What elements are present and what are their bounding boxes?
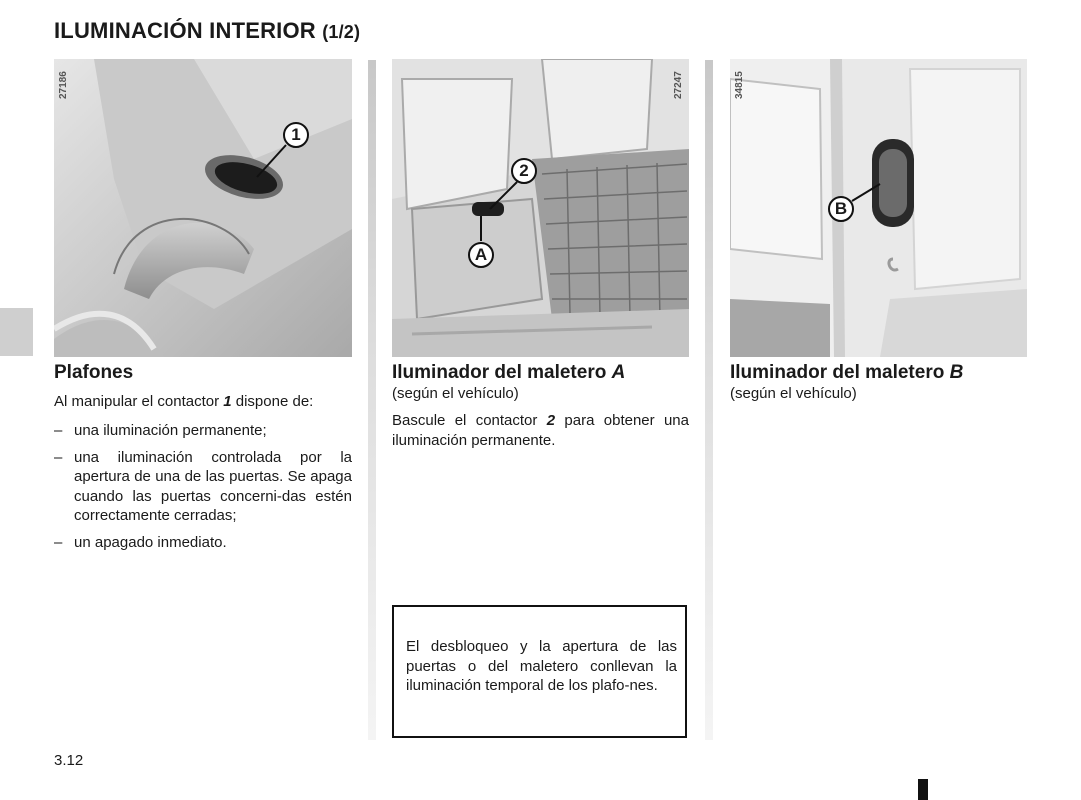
intro-text: Al manipular el contactor [54,393,224,410]
heading-text: Plafones [54,362,134,383]
heading-trunk-light-b [730,362,963,384]
page-title [54,18,360,44]
figure-side-light [730,59,1027,357]
vehicle-note: (según el vehículo) [392,385,519,402]
figure-ref-number: 34815 [734,71,745,99]
callout-b: B [828,196,854,222]
info-box [392,605,687,738]
heading-plafones [54,362,133,384]
print-mark [918,779,928,800]
heading-text: Iluminador del maletero [730,362,945,383]
heading-letter: A [611,362,626,383]
heading-letter: B [949,362,964,383]
figure-ref-number: 27186 [58,71,69,99]
figure-ceiling-light [54,59,352,357]
vehicle-note: (según el vehículo) [730,385,857,402]
column-divider-left [368,60,376,740]
plafones-intro [54,392,352,412]
plafones-list [54,421,352,559]
trunk-light-a-body: Bascule el contactor 2 para obtener una iluminación permanente. [392,412,689,449]
figure-ref-number: 27247 [673,71,684,99]
list-item: – una iluminación controlada por la apertura de una de las puertas. Se apaga cuando las puertas concerni-das estén correctamente cerradas; [54,448,352,524]
list-item: – una iluminación permanente; [54,422,267,439]
figure-trunk-light [392,59,689,357]
intro-text-end: dispone de: [231,393,314,410]
page-number: 3.12 [54,752,84,769]
callout-1: 1 [283,122,309,148]
callout-2: 2 [511,158,537,184]
info-box-text: El desbloqueo y la apertura de las puertas o del maletero conllevan la iluminación temporal de los plafo-nes. [406,638,677,694]
body-bold: 2 [546,412,556,429]
title-suffix: (1/2) [322,22,361,42]
intro-bold: 1 [223,393,232,410]
callout-a: A [468,242,494,268]
heading-trunk-light-a [392,362,625,384]
list-item: – un apagado inmediato. [54,533,227,551]
column-divider-right [705,60,713,740]
chapter-tab [0,308,33,356]
heading-text: Iluminador del maletero [392,362,607,383]
title-text: ILUMINACIÓN INTERIOR [54,18,316,43]
